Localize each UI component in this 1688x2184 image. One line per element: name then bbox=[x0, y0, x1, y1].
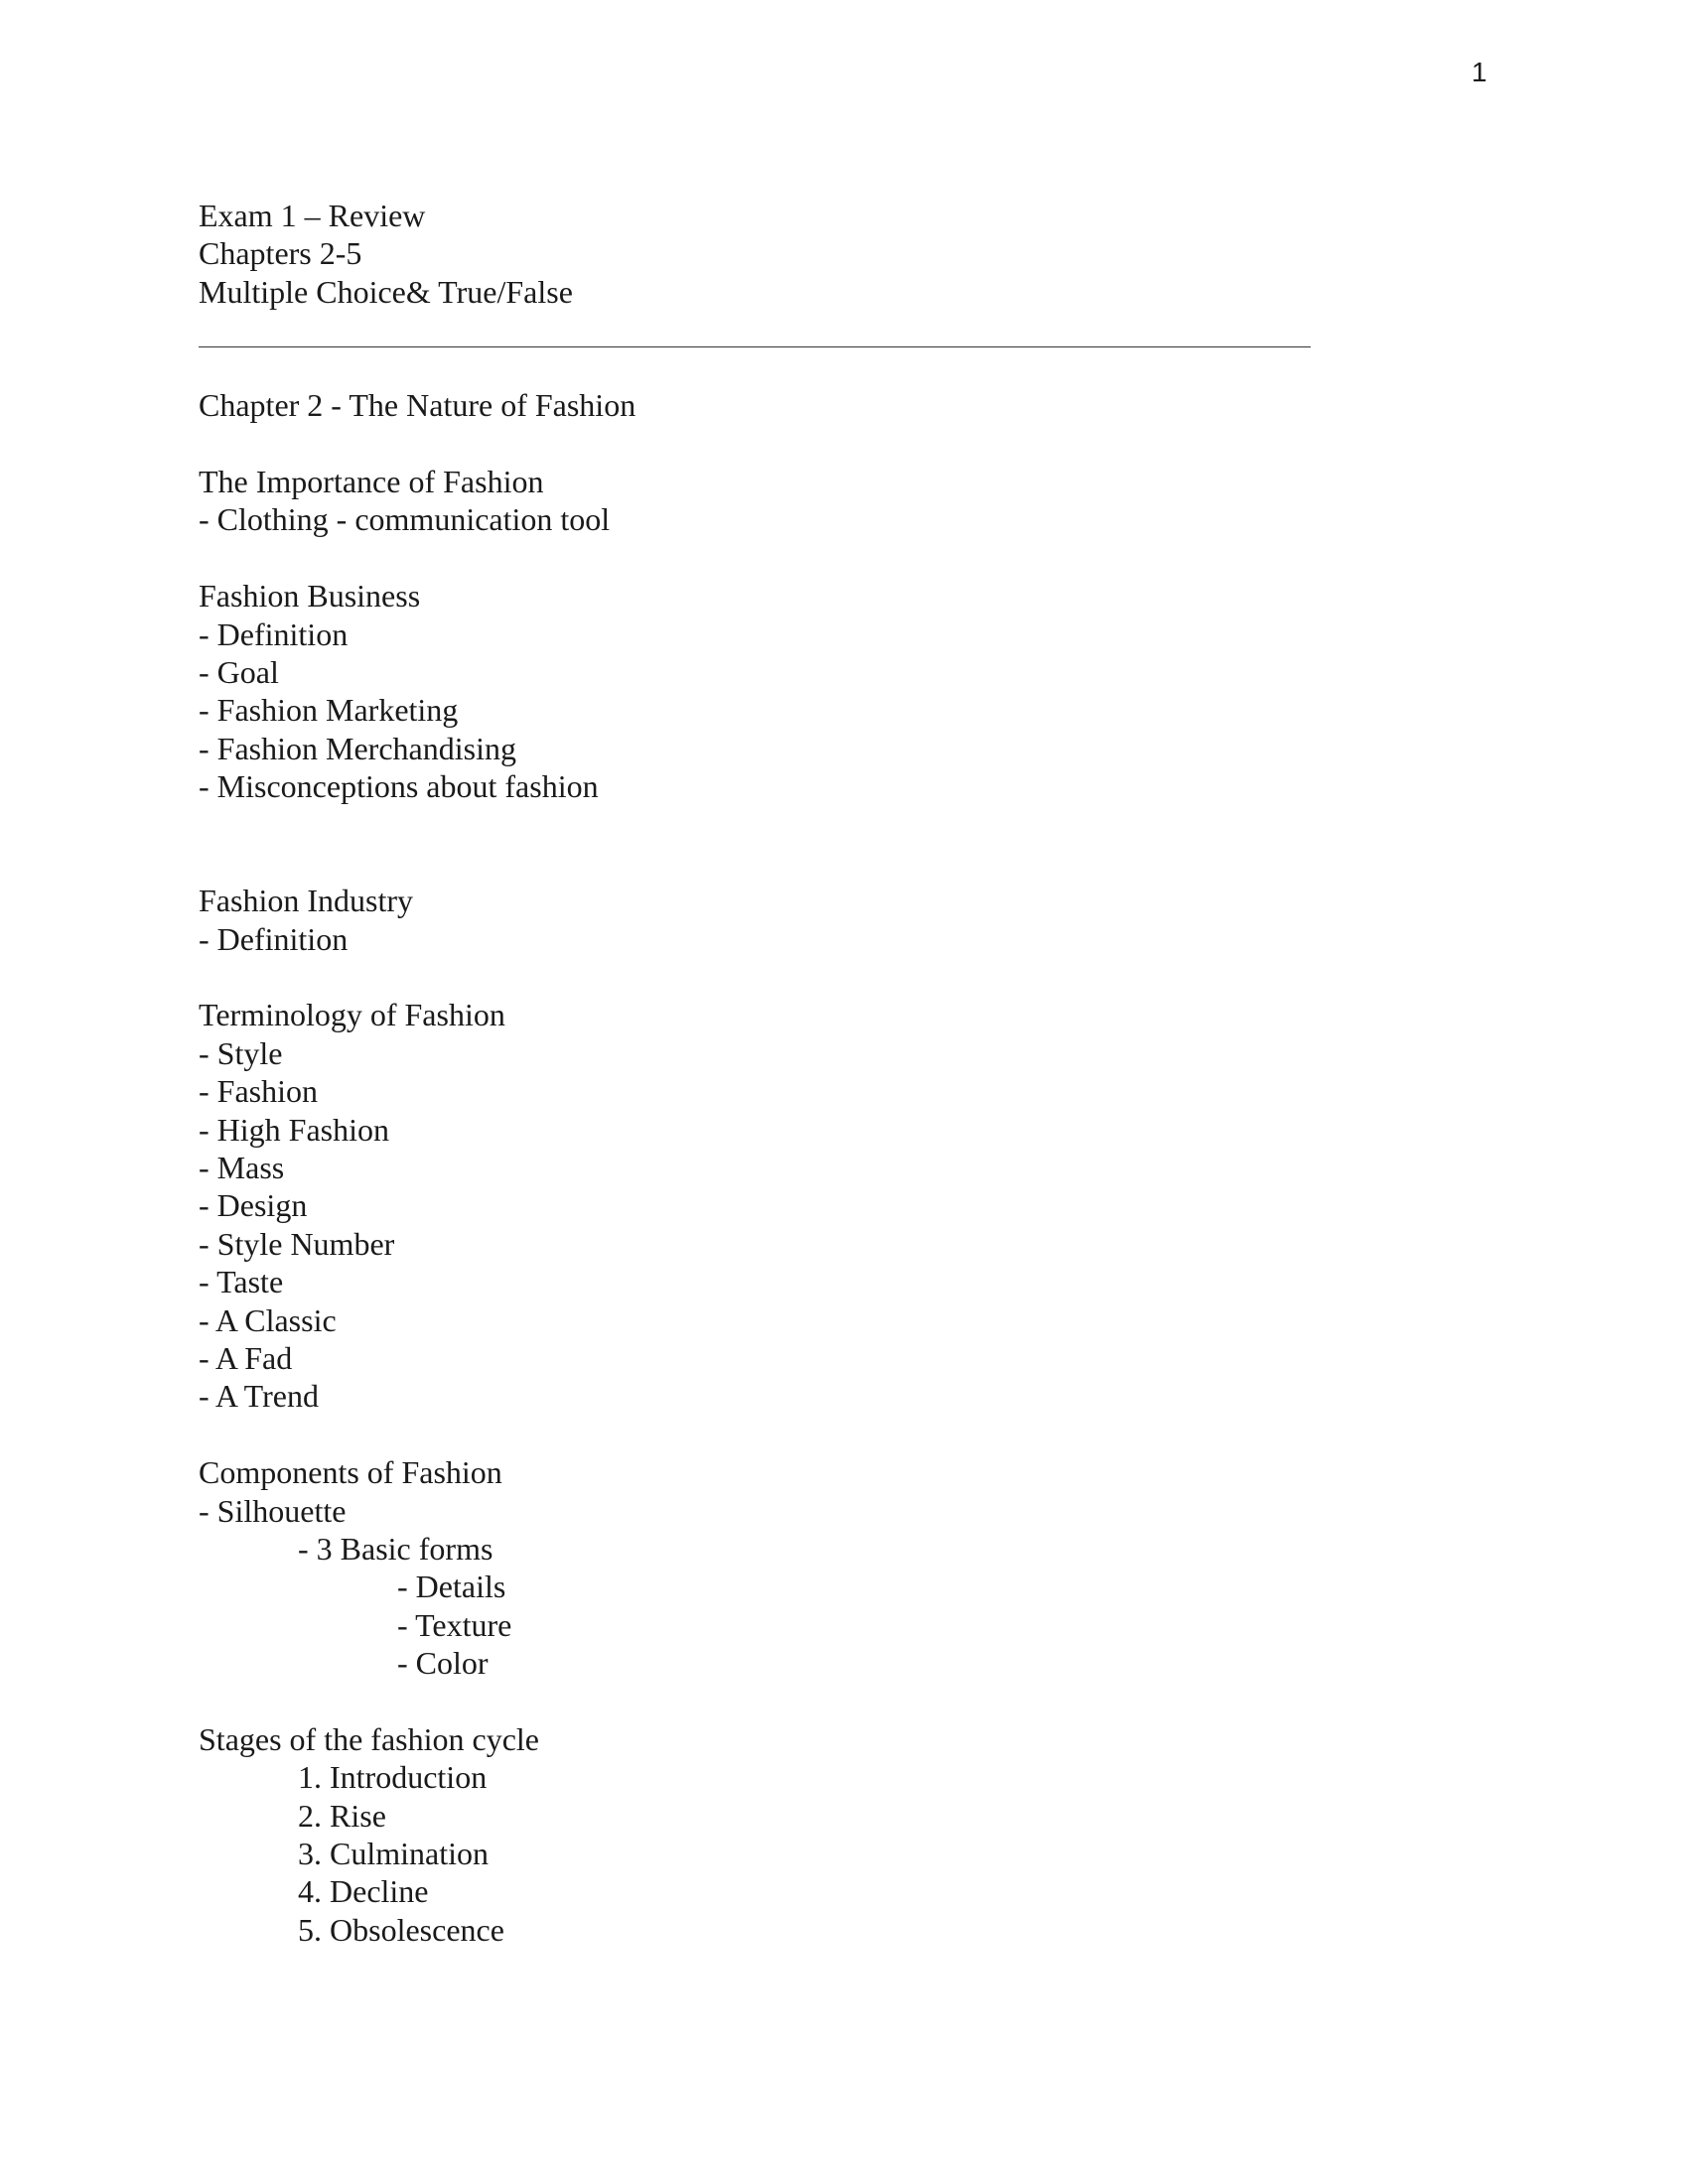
stages-item: 5. Obsolescence bbox=[298, 1911, 504, 1948]
components-item: - Silhouette bbox=[199, 1492, 347, 1529]
industry-heading: Fashion Industry bbox=[199, 883, 413, 919]
stages-heading: Stages of the fashion cycle bbox=[199, 1720, 539, 1757]
horizontal-divider bbox=[199, 346, 1311, 347]
terminology-item: - Fashion bbox=[199, 1073, 318, 1110]
terminology-item: - Style Number bbox=[199, 1225, 395, 1262]
terminology-item: - A Trend bbox=[199, 1378, 319, 1415]
exam-title: Exam 1 – Review bbox=[199, 198, 426, 233]
stages-item: 4. Decline bbox=[298, 1873, 429, 1910]
stages-item: 1. Introduction bbox=[298, 1759, 488, 1796]
importance-heading: The Importance of Fashion bbox=[199, 463, 544, 499]
terminology-heading: Terminology of Fashion bbox=[199, 997, 505, 1033]
stages-item: 3. Culmination bbox=[298, 1836, 489, 1872]
terminology-item: - High Fashion bbox=[199, 1111, 389, 1148]
document-body bbox=[199, 197, 1331, 1949]
components-subitem: - 3 Basic forms bbox=[298, 1530, 493, 1567]
exam-format: Multiple Choice& True/False bbox=[199, 273, 573, 310]
terminology-item: - Style bbox=[199, 1034, 283, 1071]
business-heading: Fashion Business bbox=[199, 578, 421, 614]
stages-item: 2. Rise bbox=[298, 1797, 386, 1834]
chapter-title: Chapter 2 - The Nature of Fashion bbox=[199, 387, 636, 424]
components-subsubitem: - Color bbox=[397, 1645, 489, 1682]
terminology-item: - Design bbox=[199, 1187, 308, 1224]
page-number: 1 bbox=[1472, 57, 1487, 87]
terminology-item: - Mass bbox=[199, 1150, 285, 1185]
business-item: - Fashion Merchandising bbox=[199, 730, 516, 766]
components-subsubitem: - Details bbox=[397, 1569, 506, 1605]
components-subsubitem: - Texture bbox=[397, 1606, 512, 1643]
terminology-item: - A Fad bbox=[199, 1339, 293, 1376]
business-item: - Fashion Marketing bbox=[199, 692, 459, 729]
terminology-item: - Taste bbox=[199, 1264, 284, 1300]
importance-item: - Clothing - communication tool bbox=[199, 501, 611, 538]
industry-item: - Definition bbox=[199, 920, 349, 957]
chapters-range: Chapters 2-5 bbox=[199, 235, 362, 272]
business-item: - Definition bbox=[199, 615, 349, 652]
terminology-item: - A Classic bbox=[199, 1301, 337, 1338]
business-item: - Misconceptions about fashion bbox=[199, 768, 599, 805]
components-heading: Components of Fashion bbox=[199, 1454, 502, 1491]
business-item: - Goal bbox=[199, 653, 279, 690]
